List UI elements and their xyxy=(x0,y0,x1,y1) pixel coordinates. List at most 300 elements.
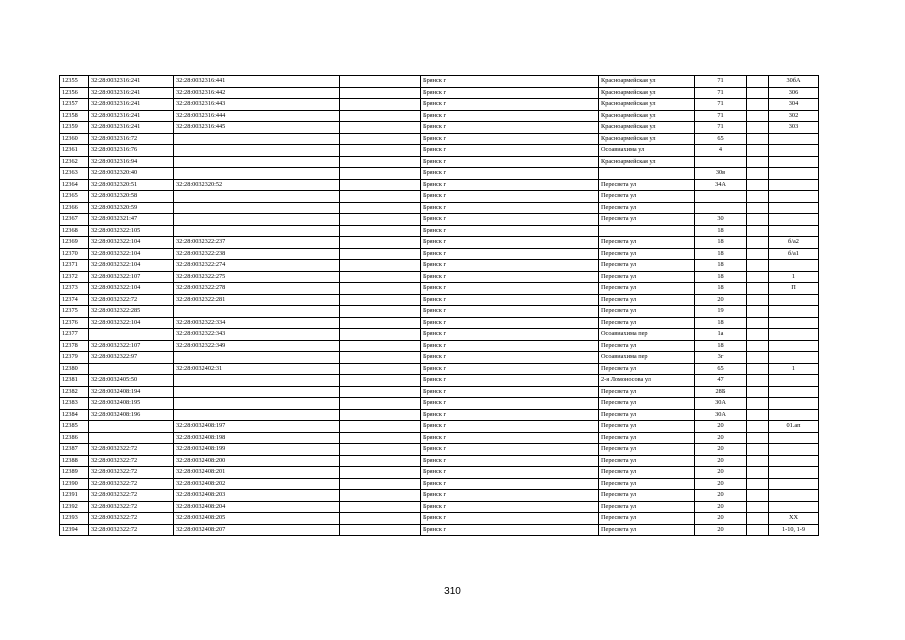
cell-apartment xyxy=(769,260,819,272)
cell-building xyxy=(747,432,769,444)
table-row xyxy=(60,490,819,502)
cell-blank-column xyxy=(340,386,421,398)
cell-cadastral-number xyxy=(89,329,174,341)
cell-cadastral-number: 32:28:0032322:72 xyxy=(89,467,174,479)
cell-building xyxy=(747,329,769,341)
cell-house-number xyxy=(695,202,747,214)
cell-blank-column xyxy=(340,248,421,260)
cell-building xyxy=(747,363,769,375)
cell-unit-cadastral-number xyxy=(174,306,340,318)
cell-street: Пересвета ул xyxy=(599,432,695,444)
cell-cadastral-number: 32:28:0032321:47 xyxy=(89,214,174,226)
cell-city: Брянск г xyxy=(421,386,599,398)
cell-city: Брянск г xyxy=(421,306,599,318)
cell-unit-cadastral-number: 32:28:0032322:343 xyxy=(174,329,340,341)
cell-building xyxy=(747,283,769,295)
cell-building xyxy=(747,87,769,99)
table-row xyxy=(60,329,819,341)
cell-street: Пересвета ул xyxy=(599,237,695,249)
cell-blank-column xyxy=(340,110,421,122)
cell-city: Брянск г xyxy=(421,248,599,260)
cell-house-number: 28Б xyxy=(695,386,747,398)
cell-unit-cadastral-number: 32:28:0032408:197 xyxy=(174,421,340,433)
cell-building xyxy=(747,409,769,421)
cell-street: Пересвета ул xyxy=(599,444,695,456)
cell-house-number: 65 xyxy=(695,363,747,375)
cell-apartment xyxy=(769,490,819,502)
cell-building xyxy=(747,145,769,157)
cell-cadastral-number: 32:28:0032316:241 xyxy=(89,122,174,134)
cell-house-number: 20 xyxy=(695,490,747,502)
table-row xyxy=(60,478,819,490)
cell-row-number: 12355 xyxy=(60,76,89,88)
cell-cadastral-number: 32:28:0032316:241 xyxy=(89,110,174,122)
cell-unit-cadastral-number: 32:28:0032322:238 xyxy=(174,248,340,260)
cell-blank-column xyxy=(340,191,421,203)
cell-unit-cadastral-number: 32:28:0032316:443 xyxy=(174,99,340,111)
cell-apartment: 01.ап xyxy=(769,421,819,433)
cell-city: Брянск г xyxy=(421,122,599,134)
cell-blank-column xyxy=(340,455,421,467)
cell-apartment xyxy=(769,156,819,168)
cell-house-number: 30 xyxy=(695,214,747,226)
table-row xyxy=(60,467,819,479)
cell-row-number: 12357 xyxy=(60,99,89,111)
cell-cadastral-number: 32:28:0032322:72 xyxy=(89,455,174,467)
cell-unit-cadastral-number xyxy=(174,214,340,226)
cell-street: Пересвета ул xyxy=(599,294,695,306)
cell-cadastral-number: 32:28:0032322:104 xyxy=(89,260,174,272)
cell-blank-column xyxy=(340,352,421,364)
cell-house-number: 30А xyxy=(695,398,747,410)
cell-city: Брянск г xyxy=(421,110,599,122)
cell-cadastral-number: 32:28:0032320:59 xyxy=(89,202,174,214)
cell-row-number: 12394 xyxy=(60,524,89,536)
cell-cadastral-number: 32:28:0032322:97 xyxy=(89,352,174,364)
cell-city: Брянск г xyxy=(421,375,599,387)
cell-street: Пересвета ул xyxy=(599,467,695,479)
cell-apartment xyxy=(769,225,819,237)
cell-city: Брянск г xyxy=(421,363,599,375)
cell-unit-cadastral-number: 32:28:0032322:275 xyxy=(174,271,340,283)
cell-row-number: 12375 xyxy=(60,306,89,318)
cell-blank-column xyxy=(340,156,421,168)
cell-row-number: 12366 xyxy=(60,202,89,214)
cell-row-number: 12379 xyxy=(60,352,89,364)
cell-house-number: 1а xyxy=(695,329,747,341)
cell-city: Брянск г xyxy=(421,317,599,329)
cell-cadastral-number: 32:28:0032408:196 xyxy=(89,409,174,421)
cell-house-number: 18 xyxy=(695,237,747,249)
cell-unit-cadastral-number xyxy=(174,375,340,387)
cell-row-number: 12381 xyxy=(60,375,89,387)
cell-row-number: 12390 xyxy=(60,478,89,490)
cell-apartment xyxy=(769,455,819,467)
cell-building xyxy=(747,340,769,352)
table-row xyxy=(60,133,819,145)
cell-building xyxy=(747,524,769,536)
cell-blank-column xyxy=(340,99,421,111)
cell-house-number: 18 xyxy=(695,248,747,260)
cell-street: Пересвета ул xyxy=(599,317,695,329)
cell-apartment: 1 xyxy=(769,363,819,375)
cell-house-number: 34А xyxy=(695,179,747,191)
cell-cadastral-number: 32:28:0032322:72 xyxy=(89,513,174,525)
cell-blank-column xyxy=(340,283,421,295)
cell-blank-column xyxy=(340,294,421,306)
table-row xyxy=(60,375,819,387)
cell-apartment xyxy=(769,340,819,352)
cell-unit-cadastral-number xyxy=(174,145,340,157)
cell-row-number: 12369 xyxy=(60,237,89,249)
cell-building xyxy=(747,455,769,467)
cell-blank-column xyxy=(340,513,421,525)
cell-city: Брянск г xyxy=(421,283,599,295)
cell-unit-cadastral-number: 32:28:0032322:281 xyxy=(174,294,340,306)
cell-unit-cadastral-number: 32:28:0032322:237 xyxy=(174,237,340,249)
cell-house-number: 18 xyxy=(695,283,747,295)
cell-street: Красноармейская ул xyxy=(599,122,695,134)
cell-building xyxy=(747,110,769,122)
cell-row-number: 12358 xyxy=(60,110,89,122)
cell-street: Пересвета ул xyxy=(599,260,695,272)
cell-city: Брянск г xyxy=(421,87,599,99)
table-row xyxy=(60,145,819,157)
cell-cadastral-number: 32:28:0032322:72 xyxy=(89,524,174,536)
cell-unit-cadastral-number: 32:28:0032408:205 xyxy=(174,513,340,525)
cell-street: Пересвета ул xyxy=(599,513,695,525)
cell-apartment: 303 xyxy=(769,122,819,134)
cell-apartment xyxy=(769,168,819,180)
cell-cadastral-number: 32:28:0032316:76 xyxy=(89,145,174,157)
cell-street: 2-я Ломоносова ул xyxy=(599,375,695,387)
table-row xyxy=(60,237,819,249)
table-row xyxy=(60,340,819,352)
cell-city: Брянск г xyxy=(421,501,599,513)
cell-building xyxy=(747,156,769,168)
cell-house-number: 47 xyxy=(695,375,747,387)
table-row xyxy=(60,191,819,203)
table-row xyxy=(60,156,819,168)
cell-house-number: 30А xyxy=(695,409,747,421)
cell-apartment xyxy=(769,432,819,444)
cell-cadastral-number: 32:28:0032322:104 xyxy=(89,237,174,249)
cell-city: Брянск г xyxy=(421,455,599,467)
cell-apartment xyxy=(769,398,819,410)
cell-apartment xyxy=(769,294,819,306)
cell-building xyxy=(747,352,769,364)
cell-cadastral-number: 32:28:0032322:72 xyxy=(89,294,174,306)
cell-blank-column xyxy=(340,306,421,318)
cell-building xyxy=(747,513,769,525)
cell-apartment: 30бА xyxy=(769,76,819,88)
cell-apartment xyxy=(769,202,819,214)
cell-blank-column xyxy=(340,478,421,490)
cell-blank-column xyxy=(340,340,421,352)
table-row xyxy=(60,306,819,318)
cell-blank-column xyxy=(340,467,421,479)
cell-city: Брянск г xyxy=(421,191,599,203)
cell-unit-cadastral-number: 32:28:0032316:444 xyxy=(174,110,340,122)
cell-cadastral-number: 32:28:0032322:104 xyxy=(89,283,174,295)
cell-apartment: 1-10, 1-9 xyxy=(769,524,819,536)
cell-row-number: 12363 xyxy=(60,168,89,180)
cell-house-number xyxy=(695,191,747,203)
cell-building xyxy=(747,444,769,456)
table-row xyxy=(60,99,819,111)
cell-unit-cadastral-number: 32:28:0032408:198 xyxy=(174,432,340,444)
cell-building xyxy=(747,248,769,260)
cell-row-number: 12373 xyxy=(60,283,89,295)
cell-building xyxy=(747,202,769,214)
cell-cadastral-number: 32:28:0032405:50 xyxy=(89,375,174,387)
cell-blank-column xyxy=(340,490,421,502)
cell-cadastral-number: 32:28:0032322:72 xyxy=(89,444,174,456)
cell-building xyxy=(747,271,769,283)
cell-city: Брянск г xyxy=(421,444,599,456)
cell-blank-column xyxy=(340,421,421,433)
cell-city: Брянск г xyxy=(421,133,599,145)
cell-building xyxy=(747,225,769,237)
cell-unit-cadastral-number: 32:28:0032408:207 xyxy=(174,524,340,536)
cell-row-number: 12388 xyxy=(60,455,89,467)
cell-building xyxy=(747,191,769,203)
cell-unit-cadastral-number xyxy=(174,133,340,145)
cell-apartment xyxy=(769,444,819,456)
cell-apartment xyxy=(769,478,819,490)
cell-unit-cadastral-number: 32:28:0032316:441 xyxy=(174,76,340,88)
cell-city: Брянск г xyxy=(421,202,599,214)
cell-house-number: 18 xyxy=(695,260,747,272)
cell-row-number: 12393 xyxy=(60,513,89,525)
cell-unit-cadastral-number: 32:28:0032408:200 xyxy=(174,455,340,467)
table-row xyxy=(60,283,819,295)
cell-row-number: 12386 xyxy=(60,432,89,444)
cell-house-number: 71 xyxy=(695,122,747,134)
cell-apartment: б/а2 xyxy=(769,237,819,249)
cell-row-number: 12365 xyxy=(60,191,89,203)
cell-city: Брянск г xyxy=(421,398,599,410)
cell-city: Брянск г xyxy=(421,76,599,88)
cell-cadastral-number: 32:28:0032320:51 xyxy=(89,179,174,191)
cell-house-number: 71 xyxy=(695,99,747,111)
cell-building xyxy=(747,99,769,111)
cell-street: Осоавиахима пер xyxy=(599,329,695,341)
cell-unit-cadastral-number: 32:28:0032402:31 xyxy=(174,363,340,375)
cell-unit-cadastral-number: 32:28:0032408:201 xyxy=(174,467,340,479)
cell-cadastral-number: 32:28:0032316:72 xyxy=(89,133,174,145)
cell-building xyxy=(747,122,769,134)
cell-building xyxy=(747,317,769,329)
cell-row-number: 12374 xyxy=(60,294,89,306)
cell-blank-column xyxy=(340,179,421,191)
table-row xyxy=(60,409,819,421)
cell-building xyxy=(747,467,769,479)
cell-house-number: 20 xyxy=(695,421,747,433)
table-row xyxy=(60,317,819,329)
cell-building xyxy=(747,478,769,490)
cell-row-number: 12385 xyxy=(60,421,89,433)
cell-street: Красноармейская ул xyxy=(599,156,695,168)
cell-house-number: 20 xyxy=(695,444,747,456)
cell-city: Брянск г xyxy=(421,352,599,364)
cell-city: Брянск г xyxy=(421,145,599,157)
cell-city: Брянск г xyxy=(421,260,599,272)
table-row xyxy=(60,398,819,410)
cell-blank-column xyxy=(340,76,421,88)
table-row xyxy=(60,248,819,260)
cell-row-number: 12376 xyxy=(60,317,89,329)
table-row xyxy=(60,225,819,237)
cell-blank-column xyxy=(340,329,421,341)
cell-blank-column xyxy=(340,432,421,444)
cell-street: Пересвета ул xyxy=(599,455,695,467)
cell-apartment: б/а1 xyxy=(769,248,819,260)
cell-row-number: 12361 xyxy=(60,145,89,157)
cell-apartment xyxy=(769,409,819,421)
cell-row-number: 12356 xyxy=(60,87,89,99)
cell-house-number: 20 xyxy=(695,524,747,536)
cell-cadastral-number: 32:28:0032322:72 xyxy=(89,478,174,490)
cell-blank-column xyxy=(340,145,421,157)
cell-blank-column xyxy=(340,398,421,410)
cell-unit-cadastral-number xyxy=(174,191,340,203)
cell-city: Брянск г xyxy=(421,168,599,180)
cell-street: Пересвета ул xyxy=(599,340,695,352)
cell-row-number: 12370 xyxy=(60,248,89,260)
cell-street: Пересвета ул xyxy=(599,524,695,536)
cell-building xyxy=(747,398,769,410)
cell-blank-column xyxy=(340,260,421,272)
table-row xyxy=(60,202,819,214)
cell-apartment: XX xyxy=(769,513,819,525)
cell-unit-cadastral-number xyxy=(174,352,340,364)
cell-blank-column xyxy=(340,225,421,237)
cell-row-number: 12387 xyxy=(60,444,89,456)
table-row xyxy=(60,455,819,467)
cell-blank-column xyxy=(340,237,421,249)
cell-apartment: П xyxy=(769,283,819,295)
cell-street: Пересвета ул xyxy=(599,398,695,410)
cell-row-number: 12391 xyxy=(60,490,89,502)
cell-cadastral-number: 32:28:0032322:107 xyxy=(89,340,174,352)
cell-row-number: 12367 xyxy=(60,214,89,226)
cell-unit-cadastral-number xyxy=(174,386,340,398)
table-row xyxy=(60,168,819,180)
cell-city: Брянск г xyxy=(421,179,599,191)
cell-apartment xyxy=(769,214,819,226)
cell-street: Пересвета ул xyxy=(599,248,695,260)
cell-house-number: 20 xyxy=(695,455,747,467)
cell-house-number: 20 xyxy=(695,294,747,306)
cell-street: Осоавиахима ул xyxy=(599,145,695,157)
cell-apartment xyxy=(769,352,819,364)
cell-house-number: 71 xyxy=(695,110,747,122)
cell-building xyxy=(747,386,769,398)
cell-unit-cadastral-number: 32:28:0032322:278 xyxy=(174,283,340,295)
cell-blank-column xyxy=(340,501,421,513)
cell-unit-cadastral-number xyxy=(174,409,340,421)
cell-building xyxy=(747,490,769,502)
cell-house-number: 30в xyxy=(695,168,747,180)
cell-city: Брянск г xyxy=(421,513,599,525)
cell-row-number: 12360 xyxy=(60,133,89,145)
cell-city: Брянск г xyxy=(421,432,599,444)
cell-house-number: 4 xyxy=(695,145,747,157)
cell-unit-cadastral-number: 32:28:0032316:445 xyxy=(174,122,340,134)
table-row xyxy=(60,294,819,306)
cell-house-number: 20 xyxy=(695,513,747,525)
cell-row-number: 12377 xyxy=(60,329,89,341)
cell-house-number: 19 xyxy=(695,306,747,318)
table-row xyxy=(60,76,819,88)
page-number: 310 xyxy=(444,586,461,597)
cell-cadastral-number: 32:28:0032322:72 xyxy=(89,490,174,502)
cell-unit-cadastral-number: 32:28:0032320:52 xyxy=(174,179,340,191)
cell-row-number: 12380 xyxy=(60,363,89,375)
cell-apartment xyxy=(769,133,819,145)
cell-building xyxy=(747,421,769,433)
cell-cadastral-number: 32:28:0032316:241 xyxy=(89,99,174,111)
cell-unit-cadastral-number: 32:28:0032408:203 xyxy=(174,490,340,502)
cell-row-number: 12362 xyxy=(60,156,89,168)
cell-blank-column xyxy=(340,524,421,536)
cell-apartment: 306 xyxy=(769,87,819,99)
cell-street xyxy=(599,225,695,237)
cell-city: Брянск г xyxy=(421,467,599,479)
cell-street: Красноармейская ул xyxy=(599,133,695,145)
cell-row-number: 12368 xyxy=(60,225,89,237)
cell-cadastral-number: 32:28:0032322:107 xyxy=(89,271,174,283)
cell-row-number: 12389 xyxy=(60,467,89,479)
cell-house-number: 71 xyxy=(695,87,747,99)
cell-blank-column xyxy=(340,363,421,375)
cell-house-number: 20 xyxy=(695,501,747,513)
table-row xyxy=(60,179,819,191)
cell-building xyxy=(747,179,769,191)
cell-city: Брянск г xyxy=(421,156,599,168)
cell-house-number: 18 xyxy=(695,271,747,283)
cell-unit-cadastral-number xyxy=(174,156,340,168)
cell-blank-column xyxy=(340,202,421,214)
cell-street: Пересвета ул xyxy=(599,478,695,490)
table-row xyxy=(60,87,819,99)
cell-apartment xyxy=(769,191,819,203)
cell-blank-column xyxy=(340,271,421,283)
cell-apartment xyxy=(769,329,819,341)
cell-city: Брянск г xyxy=(421,237,599,249)
cell-cadastral-number: 32:28:0032408:195 xyxy=(89,398,174,410)
cell-unit-cadastral-number xyxy=(174,225,340,237)
cell-cadastral-number: 32:28:0032322:104 xyxy=(89,248,174,260)
cell-street: Пересвета ул xyxy=(599,202,695,214)
table-row xyxy=(60,421,819,433)
cell-city: Брянск г xyxy=(421,99,599,111)
cell-unit-cadastral-number: 32:28:0032322:274 xyxy=(174,260,340,272)
cell-street: Красноармейская ул xyxy=(599,87,695,99)
cell-row-number: 12372 xyxy=(60,271,89,283)
table-row xyxy=(60,260,819,272)
cell-apartment xyxy=(769,306,819,318)
cell-building xyxy=(747,214,769,226)
cell-cadastral-number: 32:28:0032322:285 xyxy=(89,306,174,318)
cell-city: Брянск г xyxy=(421,294,599,306)
cell-cadastral-number: 32:28:0032316:94 xyxy=(89,156,174,168)
cell-street: Пересвета ул xyxy=(599,386,695,398)
cell-house-number xyxy=(695,156,747,168)
cell-street xyxy=(599,168,695,180)
cell-street: Пересвета ул xyxy=(599,501,695,513)
